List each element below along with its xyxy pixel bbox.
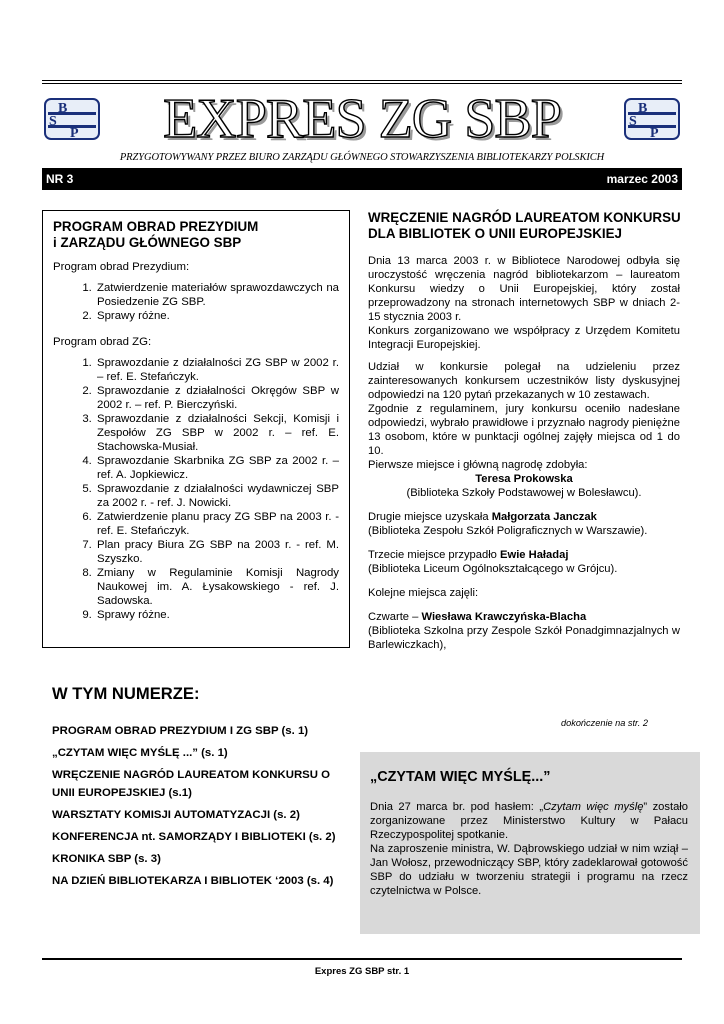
next-places-intro: Kolejne miejsca zajęli:	[368, 587, 479, 599]
first-place-name: Teresa Prokowska	[475, 473, 573, 485]
czytam-text: ” zostało zorganizowane przez Ministerstwo Kultury w Pałacu Rzeczypospolitej spotkanie.	[370, 801, 689, 841]
fourth-place-institution: (Biblioteka Szkolna przy Zespole Szkół Ponadgimnazjalnych w Barlewiczkach),	[368, 625, 680, 651]
czytam-paragraph	[370, 800, 688, 842]
fourth-place-name: Wiesława Krawczyńska-Blacha	[421, 611, 587, 623]
list-item: 8. Zmiany w Regulaminie Komisji Nagrody Naukowej im. A. Łysakowskiego - ref. J. Sadowska.	[95, 566, 339, 608]
svg-text:S: S	[49, 114, 57, 129]
zg-list	[53, 356, 339, 622]
fourth-place	[368, 610, 680, 624]
svg-text:P: P	[650, 126, 659, 140]
list-item: 2. Sprawy różne.	[95, 309, 339, 323]
top-double-rule	[42, 80, 682, 84]
toc-heading: W TYM NUMERZE:	[52, 684, 200, 703]
toc-item[interactable]: „CZYTAM WIĘC MYŚLĘ ...” (s. 1)	[52, 747, 228, 759]
award-paragraph: Udział w konkursie polegał na udzieleniu przez zainteresowanych konkursem uczestników listy dyskusyjnej odpowiedzi na 120 pytań przekazanych w 10 zestawach.	[368, 361, 680, 401]
list-item: 7. Plan pracy Biura ZG SBP na 2003 r. - ref. M. Szyszko.	[95, 538, 339, 566]
czytam-paragraph: Na zaproszenie ministra, W. Dąbrowskiego udział w nim wziął – Jan Wołosz, przewodniczący SBP, który zadeklarował gotowość SBP do udziału w tworzeniu strategii i programu na rzecz czytelnictwa w Polsce.	[370, 843, 688, 897]
issue-bar	[42, 168, 682, 190]
list-item: 4. Sprawozdanie Skarbnika ZG SBP za 2002 r. – ref. A. Jopkiewicz.	[95, 454, 339, 482]
sbp-logo-right	[624, 98, 680, 140]
list-item: 9. Sprawy różne.	[95, 608, 339, 622]
list-item: 3. Sprawozdanie z działalności Sekcji, Komisji i Zespołów ZG SBP w 2002 r. – ref. E. Stachowska-Musiał.	[95, 412, 339, 454]
list-item: 6. Zatwierdzenie planu pracy ZG SBP na 2003 r. - ref. E. Stefańczyk.	[95, 510, 339, 538]
award-paragraph: Dnia 13 marca 2003 r. w Bibliotece Narodowej odbyła się uroczystość wręczenia nagród bibliotekarzom – laureatom Konkursu wiedzy o Unii Europejskiej, który został przeprowadzony na stronach internetowych SBP w dniach 2-15 stycznia 2003 r.	[368, 255, 680, 323]
award-paragraph: Konkurs zorganizowano we współpracy z Urzędem Komitetu Integracji Europejskiej.	[368, 325, 680, 351]
third-place-intro: Trzecie miejsce przypadło	[368, 549, 497, 561]
toc-item[interactable]: PROGRAM OBRAD PREZYDIUM I ZG SBP (s. 1)	[52, 725, 309, 737]
bottom-rule	[42, 958, 682, 960]
fourth-place-intro: Czwarte –	[368, 611, 419, 623]
newsletter-title: EXPRES ZG SBP	[163, 88, 561, 150]
third-place	[368, 548, 680, 562]
page-footer: Expres ZG SBP str. 1	[314, 966, 410, 977]
czytam-motto: Czytam więc myślę	[543, 801, 644, 813]
sbp-logo-icon	[624, 98, 680, 140]
second-place-institution: (Biblioteka Zespołu Szkół Poligraficznych w Warszawie).	[368, 525, 648, 537]
czytam-text: Dnia 27 marca br. pod hasłem: „	[370, 801, 544, 813]
toc-item[interactable]: WARSZTATY KOMISJI AUTOMATYZACJI (s. 2)	[52, 809, 300, 821]
second-place-intro: Drugie miejsce uzyskała	[368, 511, 489, 523]
presidium-intro: Program obrad Prezydium:	[53, 261, 190, 273]
first-place-intro: Pierwsze miejsce i główną nagrodę zdobyła:	[368, 459, 588, 471]
first-place-institution: (Biblioteka Szkoły Podstawowej w Bolesławcu).	[406, 487, 642, 499]
continued-note: dokończenie na str. 2	[561, 718, 648, 728]
czytam-box	[360, 752, 700, 934]
toc-item[interactable]: NA DZIEŃ BIBLIOTEKARZA I BIBLIOTEK ‘2003 (s. 4)	[52, 875, 334, 887]
third-place-name: Ewie Haładaj	[500, 549, 569, 561]
toc-item[interactable]: WRĘCZENIE NAGRÓD LAUREATOM KONKURSU O UNII EUROPEJSKIEJ (s.1)	[52, 769, 331, 799]
program-title	[53, 219, 339, 251]
list-item: 5. Sprawozdanie z działalności wydawniczej SBP za 2002 r. - ref. J. Nowicki.	[95, 482, 339, 510]
program-title-line1: PROGRAM OBRAD PREZYDIUM	[53, 219, 259, 234]
sbp-logo-left	[44, 98, 100, 140]
toc-item[interactable]: KONFERENCJA nt. SAMORZĄDY I BIBLIOTEKI (s. 2)	[52, 831, 336, 843]
issue-number: NR 3	[46, 172, 74, 186]
czytam-title: „CZYTAM WIĘC MYŚLĘ...”	[370, 769, 551, 785]
toc-item[interactable]: KRONIKA SBP (s. 3)	[52, 853, 161, 865]
table-of-contents	[52, 684, 342, 894]
list-item: 1. Sprawozdanie z działalności ZG SBP w 2002 r. – ref. E. Stefańczyk.	[95, 356, 339, 384]
list-item: 2. Sprawozdanie z działalności Okręgów SBP w 2002 r. – ref. P. Bierczyński.	[95, 384, 339, 412]
award-title: WRĘCZENIE NAGRÓD LAUREATOM KONKURSU DLA BIBLIOTEK O UNII EUROPEJSKIEJ	[368, 210, 681, 241]
second-place-name: Małgorzata Janczak	[491, 511, 597, 523]
svg-text:P: P	[70, 126, 79, 140]
sbp-logo-icon	[44, 98, 100, 140]
list-item: 1. Zatwierdzenie materiałów sprawozdawczych na Posiedzenie ZG SBP.	[95, 281, 339, 309]
award-paragraph: Zgodnie z regulaminem, jury konkursu oceniło nadesłane odpowiedzi, wybrało prawidłowe i przyznało nagrody pieniężne 13 osobom, które w punktacji ogólnej zajęły miejsca od 1 do 10.	[368, 403, 680, 457]
award-article	[360, 210, 682, 660]
issue-date: marzec 2003	[606, 172, 678, 186]
svg-text:S: S	[629, 114, 637, 129]
program-title-line2: i ZARZĄDU GŁÓWNEGO SBP	[53, 235, 242, 250]
svg-text:B: B	[58, 101, 68, 116]
program-box	[42, 210, 350, 648]
zg-intro: Program obrad ZG:	[53, 336, 152, 348]
third-place-institution: (Biblioteka Liceum Ogólnokształcącego w Grójcu).	[368, 563, 618, 575]
presidium-list	[53, 281, 339, 323]
svg-text:B: B	[638, 101, 648, 116]
second-place	[368, 510, 680, 524]
masthead-subtitle: PRZYGOTOWYWANY PRZEZ BIURO ZARZĄDU GŁÓWNEGO STOWARZYSZENIA BIBLIOTEKARZY POLSKICH	[119, 152, 605, 163]
